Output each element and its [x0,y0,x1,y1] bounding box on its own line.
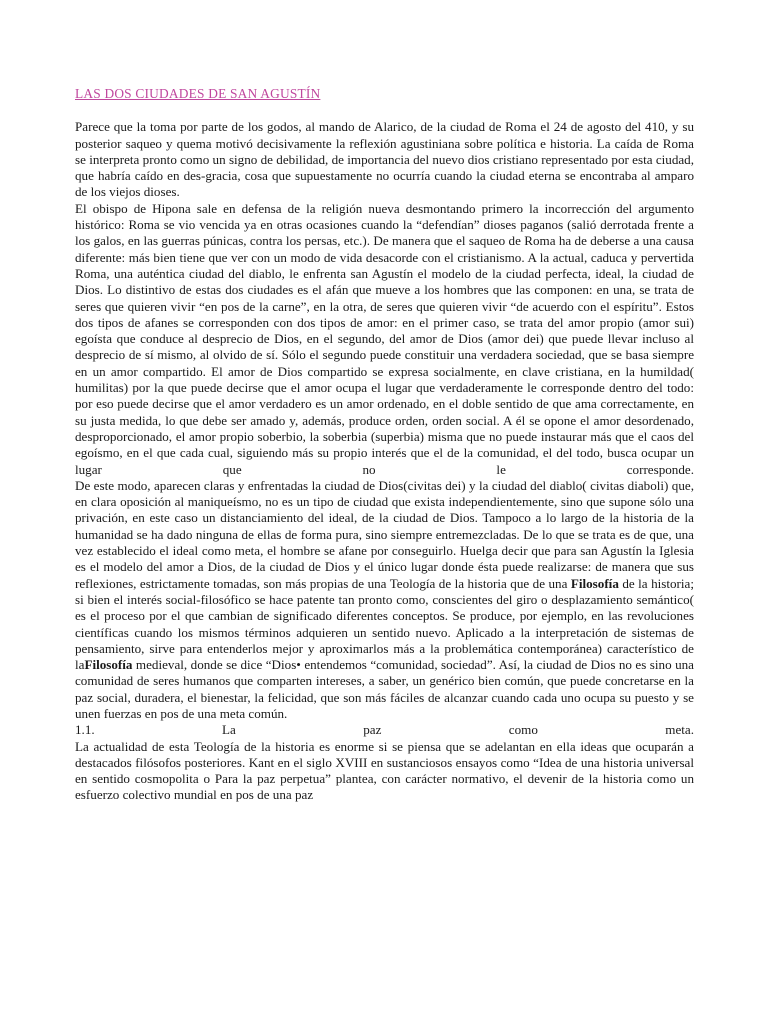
paragraph-3-text-a: De este modo, aparecen claras y enfrentadas la ciudad de Dios(civitas dei) y la ciudad del diablo( civitas diaboli) que, en clara oposición al maniqueísmo, no es un tipo de ciudad que exista independientemente, sino que supone sólo una privación, en este caso un distanciamiento del ideal, de la ciudad de Dios. Tampoco a lo largo de la historia de la humanidad se ha dado ninguna de ellas de forma pura, sino siempre entremezcladas. De lo que se trata es de que, una vez establecido el ideal como meta, el hombre se afane por conseguirlo. Huelga decir que para san Agustín la Iglesia es el modelo del amor a Dios, de la ciudad de Dios y el único lugar donde ésta puede realizarse: de manera que sus reflexiones, estrictamente tomadas, son más propias de una Teología de la historia que de una [75,477,694,591]
paragraph-3 [75,478,694,722]
document-title: LAS DOS CIUDADES DE SAN AGUSTÍN [75,86,321,101]
paragraph-2: El obispo de Hipona sale en defensa de la religión nueva desmontando primero la incorrección del argumento histórico: Roma se vio vencida ya en otras ocasiones cuando la “defendían” dioses paganos (salió derrotada frente a los galos, en las guerras púnicas, contra los persas, etc.). De manera que el saqueo de Roma ha de deberse a una causa diferente: más bien tiene que ver con un modo de vida desacorde con el cristianismo. A la actual, caduca y pervertida Roma, una auténtica ciudad del diablo, le enfrenta san Agustín el modelo de la ciudad perfecta, ideal, la ciudad de Dios. Lo distintivo de estas dos ciudades es el afán que mueve a los hombres que las componen: en una, se trata de seres que quieren vivir “en pos de la carne”, en la otra, de seres que quieren vivir “de acuerdo con el espíritu”. Estos dos tipos de afanes se corresponden con dos tipos de amor: en el primer caso, se trata del amor propio (amor sui) egoísta que conduce al desprecio de Dios, en el segundo, del amor de Dios (amor dei) que puede llevar incluso al desprecio de sí mismo, al olvido de sí. Sólo el segundo puede constituir una verdadera sociedad, que se basa siempre en un amor compartido. El amor de Dios compartido se expresa socialmente, en clave cristiana, en la humildad( humilitas) por la que puede decirse que el amor ocupa el lugar que verdaderamente le corresponde dentro del todo: por eso puede decirse que el amor verdadero es un amor ordenado, en el doble sentido de que ama correctamente, en su justa medida, lo que debe ser amado y, además, produce orden, orden social. A él se opone el amor desordenado, desproporcionado, el amor propio soberbio, la soberbia (superbia) misma que no puede instaurar más que el caos del egoísmo, en el que cada cual, siguiendo más su propio interés que el de la comunidad, el del todo, busca ocupar un lugar que no le corresponde. [75,200,694,477]
paragraph-1: Parece que la toma por parte de los godos, al mando de Alarico, de la ciudad de Roma el 24 de agosto del 410, y su posterior saqueo y quema motivó decisivamente la reflexión agustiniana sobre política e historia. La caída de Roma se interpreta pronto como un signo de debilidad, de importancia del nuevo dios cristiano representado por esta ciudad, que habría caído en des-gracia, cosa que supuestamente no ocurría cuando la ciudad eterna se encontraba al amparo de los viejos dioses. [75,119,694,200]
section-heading-1-1: 1.1. La paz como meta. [75,722,694,738]
paragraph-3-text-c: medieval, donde se dice “Dios• entendemos “comunidad, sociedad”. Así, la ciudad de Dios no es sino una comunidad de seres humanos que comparten intereses, a saber, un genérico bien común, que puede concretarse en la paz social, duradera, el bienestar, la felicidad, que son más fáciles de alcanzar cuando cada uno ocupa su puesto y se unen fuerzas en pos de una meta común. [75,657,694,721]
document-page [75,86,694,804]
paragraph-3-text-b: de la historia; si bien el interés social-filosófico se hace patente tan pronto como, conscientes del giro o desplazamiento semántico( es el proceso por el que cambian de significado diferentes conceptos. Se produce, por ejemplo, en las revoluciones científicas cuando los mismos términos adquieren un sentido nuevo. Aplicado a la interpretación de sistemas de pensamiento, sirve para entenderlos mejor y aproximarlos más a la problemática contemporánea) característico de la [75,575,694,673]
bold-term-filosofia-1: Filosofía [570,575,619,591]
paragraph-4: La actualidad de esta Teología de la historia es enorme si se piensa que se adelantan en ella ideas que ocuparán a destacados filósofos posteriores. Kant en el siglo XVIII en sustanciosos ensayos como “Idea de una historia universal en sentido cosmopolita o Para la paz perpetua” plantea, con carácter normativo, el devenir de la historia como un esfuerzo colectivo mundial en pos de una paz [75,738,694,803]
bold-term-filosofia-2: Filosofía [84,657,133,673]
